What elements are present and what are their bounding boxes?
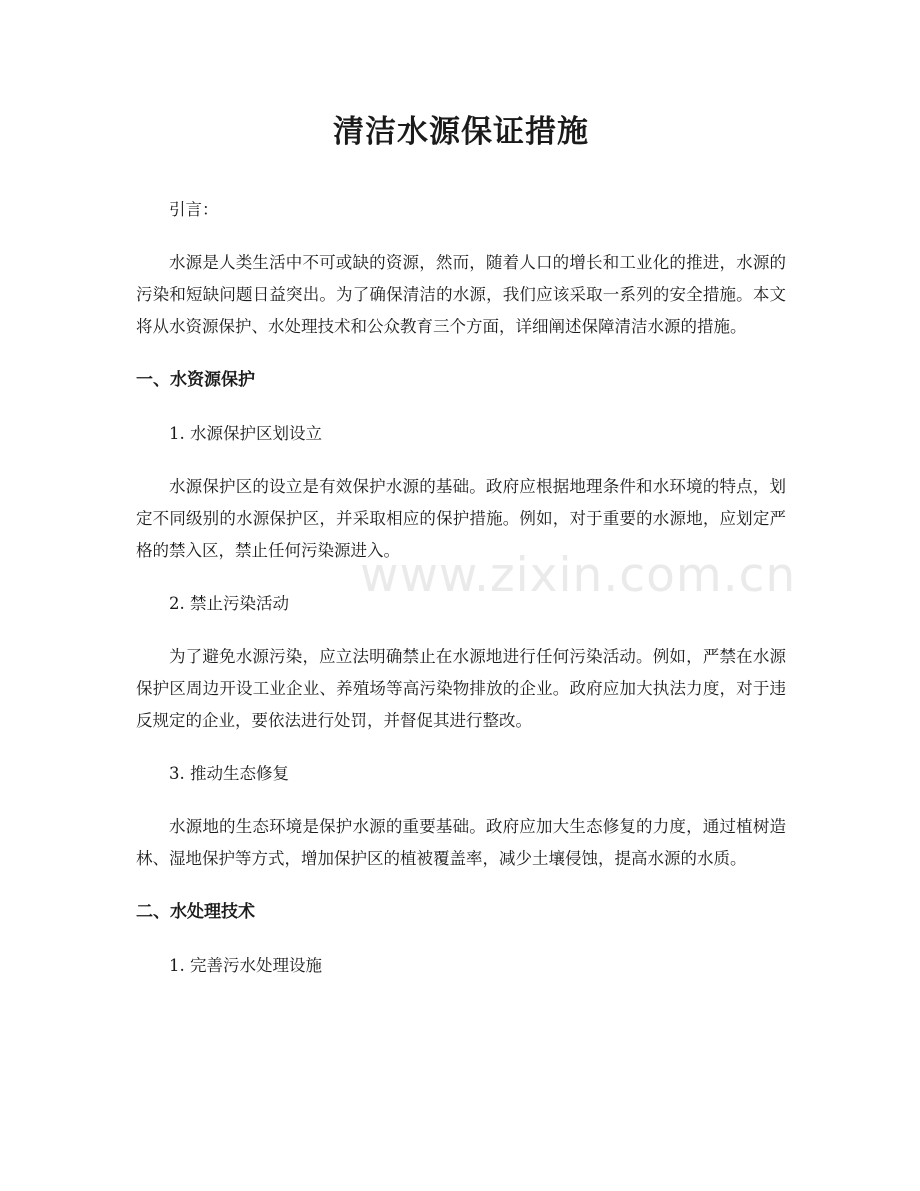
document-content bbox=[136, 108, 786, 1003]
paragraph-1-1: 水源保护区的设立是有效保护水源的基础。政府应根据地理条件和水环境的特点，划定不同级别的水源保护区，并采取相应的保护措施。例如，对于重要的水源地，应划定严格的禁入区，禁止任何污染源进入。 bbox=[136, 477, 786, 560]
paragraph-1-3: 水源地的生态环境是保护水源的重要基础。政府应加大生态修复的力度，通过植树造林、湿地保护等方式，增加保护区的植被覆盖率，减少土壤侵蚀，提高水源的水质。 bbox=[136, 817, 786, 868]
paragraph-1-2: 为了避免水源污染，应立法明确禁止在水源地进行任何污染活动。例如，严禁在水源保护区周边开设工业企业、养殖场等高污染物排放的企业。政府应加大执法力度，对于违反规定的企业，要依法进行处罚，并督促其进行整改。 bbox=[136, 647, 786, 730]
subheading-1-3: 3. 推动生态修复 bbox=[169, 764, 289, 783]
intro-label: 引言： bbox=[169, 200, 219, 219]
subheading-1-2: 2. 禁止污染活动 bbox=[169, 594, 289, 613]
watermark: www.zixin.com.cn bbox=[360, 548, 797, 603]
document-title: 清洁水源保证措施 bbox=[333, 114, 589, 150]
intro-paragraph: 水源是人类生活中不可或缺的资源，然而，随着人口的增长和工业化的推进，水源的污染和短缺问题日益突出。为了确保清洁的水源，我们应该采取一系列的安全措施。本文将从水资源保护、水处理技术和公众教育三个方面，详细阐述保障清洁水源的措施。 bbox=[136, 253, 786, 336]
section-heading-2: 二、水处理技术 bbox=[136, 902, 255, 922]
section-heading-1: 一、水资源保护 bbox=[136, 370, 255, 390]
subheading-2-1: 1. 完善污水处理设施 bbox=[169, 956, 322, 975]
subheading-1-1: 1. 水源保护区划设立 bbox=[169, 424, 322, 443]
